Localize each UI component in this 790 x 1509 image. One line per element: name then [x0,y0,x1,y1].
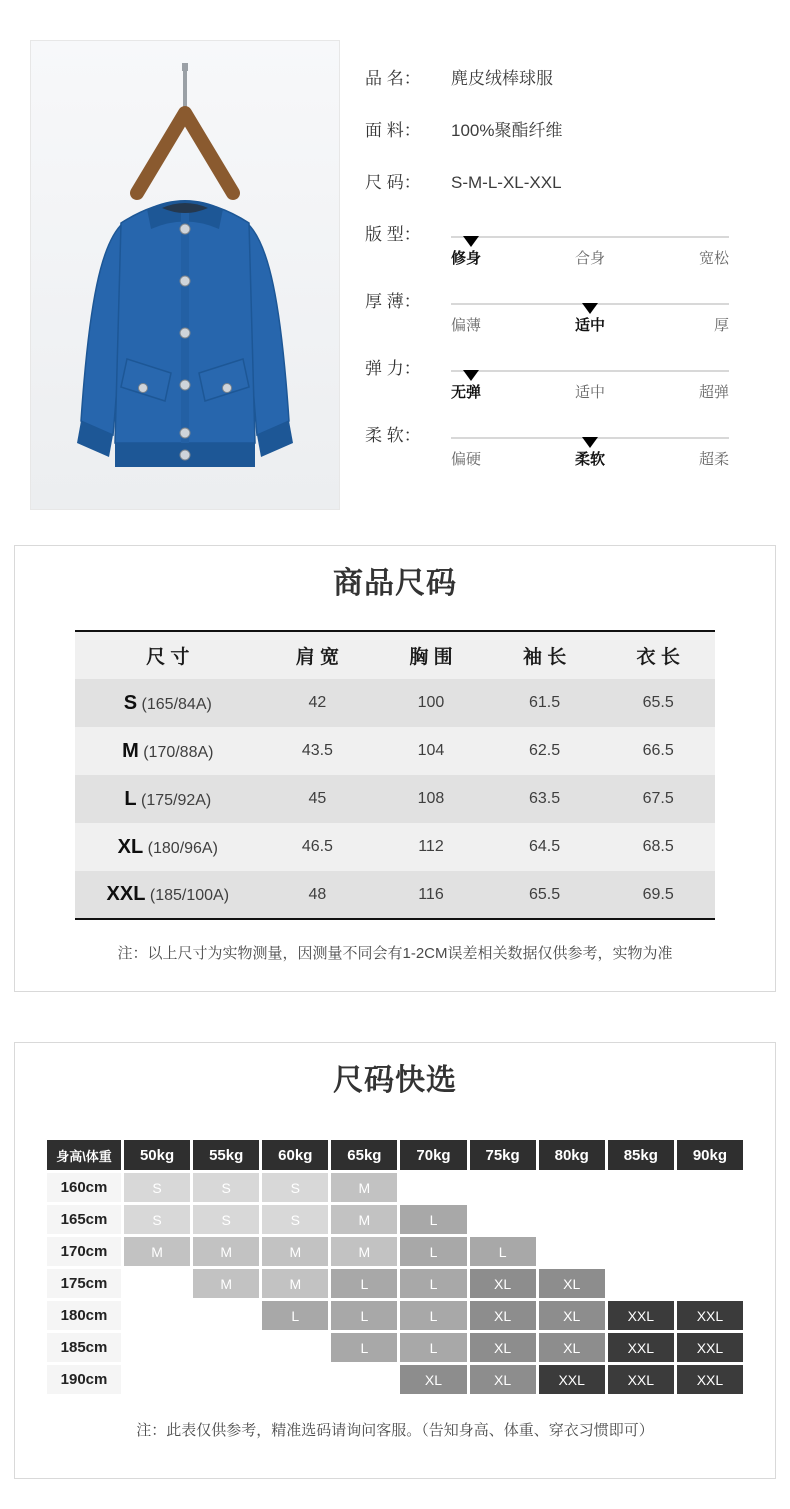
recommended-size-cell: L [400,1301,466,1330]
scale-indicator [451,427,729,471]
recommended-size-cell: XL [470,1333,536,1362]
recommended-size-cell: XXL [677,1365,743,1394]
recommended-size-cell: XXL [608,1333,674,1362]
recommended-size-cell: L [331,1269,397,1298]
size-letter: L [124,787,137,810]
height-cell: 190cm [47,1365,121,1394]
size-letter: M [122,739,139,762]
quick-select-row [47,1237,743,1266]
measurement-cell: 65.5 [488,871,602,919]
attribute-value: 100%聚酯纤维 [451,121,563,140]
attribute-value: 麂皮绒棒球服 [451,69,553,88]
size-column-header: 衣 长 [601,631,715,679]
scale-labels [451,317,729,334]
size-letter: XXL [106,883,146,905]
measurement-cell: 42 [261,679,375,727]
size-name-cell [75,679,261,727]
scale-indicator [451,360,729,404]
empty-cell [124,1333,190,1362]
recommended-size-cell: XXL [608,1365,674,1394]
product-scale-row [365,293,777,337]
size-spec: (165/84A) [137,695,212,713]
scale-option: 偏硬 [451,451,482,468]
empty-cell [331,1365,397,1394]
recommended-size-cell: L [400,1237,466,1266]
size-column-header: 胸 围 [374,631,488,679]
empty-cell [124,1269,190,1298]
empty-cell [608,1237,674,1266]
size-spec: (185/100A) [145,887,230,904]
empty-cell [124,1365,190,1394]
measurement-cell: 69.5 [601,871,715,919]
recommended-size-cell: M [331,1205,397,1234]
measurement-cell: 43.5 [261,727,375,775]
size-table-section [14,545,776,992]
measurement-cell: 62.5 [488,727,602,775]
attribute-label: 品 名： [365,69,421,88]
quick-select-table [44,1137,746,1397]
jacket-illustration [31,41,339,509]
recommended-size-cell: XL [470,1301,536,1330]
recommended-size-cell: M [193,1237,259,1266]
recommended-size-cell: L [470,1237,536,1266]
empty-cell [608,1173,674,1202]
size-name-cell [75,727,261,775]
height-cell: 175cm [47,1269,121,1298]
scale-line [451,370,729,372]
product-scale-list [365,226,777,471]
scale-marker-icon [463,370,479,381]
recommended-size-cell: S [124,1205,190,1234]
scale-marker-icon [582,303,598,314]
empty-cell [677,1173,743,1202]
height-weight-corner-cell: 身高\体重 [47,1140,121,1170]
size-table-row [75,775,715,823]
scale-indicator [451,226,729,270]
height-cell: 165cm [47,1205,121,1234]
size-letter: XL [117,835,144,858]
attribute-label: 版 型： [365,225,421,244]
quick-select-body [47,1173,743,1394]
measurement-cell: 46.5 [261,823,375,871]
scale-option: 适中 [574,317,606,334]
size-name-cell [75,775,261,823]
empty-cell [400,1173,466,1202]
measurement-cell: 63.5 [488,775,602,823]
recommended-size-cell: M [193,1269,259,1298]
quick-select-header-row [47,1140,743,1170]
scale-marker-icon [463,236,479,247]
recommended-size-cell: L [331,1301,397,1330]
scale-labels [451,451,729,468]
scale-labels [451,384,729,401]
scale-option: 合身 [574,250,606,267]
empty-cell [470,1173,536,1202]
empty-cell [262,1333,328,1362]
weight-column-header: 60kg [262,1140,328,1170]
empty-cell [677,1205,743,1234]
product-scale-row [365,427,777,471]
size-table-row [75,727,715,775]
height-cell: 160cm [47,1173,121,1202]
scale-option: 适中 [574,384,606,401]
scale-marker-icon [582,437,598,448]
recommended-size-cell: XXL [677,1333,743,1362]
quick-select-note: 注：此表仅供参考，精准选码请询问客服。（告知身高、体重、穿衣习惯即可） [136,1422,654,1439]
empty-cell [193,1301,259,1330]
scale-labels [451,250,729,267]
recommended-size-cell: M [331,1173,397,1202]
attribute-label: 面 料： [365,121,421,140]
size-name-cell [75,871,261,919]
empty-cell [539,1173,605,1202]
measurement-cell: 67.5 [601,775,715,823]
scale-option: 超弹 [698,384,729,401]
recommended-size-cell: XL [470,1365,536,1394]
size-table-body [75,679,715,919]
recommended-size-cell: XXL [608,1301,674,1330]
weight-column-header: 80kg [539,1140,605,1170]
height-cell: 185cm [47,1333,121,1362]
recommended-size-cell: XL [400,1365,466,1394]
product-image [30,40,340,510]
size-section-title: 商品尺码 [333,567,457,600]
product-scale-row [365,226,777,270]
product-scale-row [365,360,777,404]
product-attributes [365,70,777,494]
measurement-cell: 68.5 [601,823,715,871]
scale-line [451,236,729,238]
scale-option: 无弹 [451,384,482,401]
empty-cell [539,1237,605,1266]
empty-cell [262,1365,328,1394]
weight-column-header: 50kg [124,1140,190,1170]
empty-cell [193,1333,259,1362]
recommended-size-cell: S [193,1205,259,1234]
quick-select-row [47,1205,743,1234]
size-spec: (175/92A) [136,791,212,809]
recommended-size-cell: XL [539,1269,605,1298]
scale-option: 厚 [713,317,729,334]
weight-column-header: 65kg [331,1140,397,1170]
quick-select-row [47,1301,743,1330]
recommended-size-cell: L [400,1333,466,1362]
measurement-cell: 45 [261,775,375,823]
recommended-size-cell: XXL [677,1301,743,1330]
recommended-size-cell: S [262,1173,328,1202]
quick-select-section [14,1042,776,1479]
quick-select-row [47,1365,743,1394]
product-attribute-row [365,122,777,140]
quick-select-row [47,1333,743,1362]
measurement-cell: 48 [261,871,375,919]
quick-select-row [47,1173,743,1202]
measurement-cell: 104 [374,727,488,775]
recommended-size-cell: M [262,1237,328,1266]
recommended-size-cell: M [331,1237,397,1266]
size-table-row [75,679,715,727]
product-attribute-row [365,70,777,88]
empty-cell [193,1365,259,1394]
scale-indicator [451,293,729,337]
attribute-value: S-M-L-XL-XXL [451,173,562,192]
measurement-cell: 100 [374,679,488,727]
scale-option: 超柔 [698,451,729,468]
attribute-label: 厚 薄： [365,292,421,311]
height-cell: 180cm [47,1301,121,1330]
attribute-label: 弹 力： [365,359,421,378]
attribute-label: 尺 码： [365,173,421,192]
scale-option: 偏薄 [451,317,482,334]
size-spec: (180/96A) [143,839,218,857]
quick-select-row [47,1269,743,1298]
product-info-list [365,70,777,192]
product-overview-section [0,0,790,545]
recommended-size-cell: S [124,1173,190,1202]
weight-column-header: 75kg [470,1140,536,1170]
hanger-hook-icon [182,63,188,71]
size-column-header: 尺 寸 [75,631,261,679]
recommended-size-cell: L [400,1269,466,1298]
recommended-size-cell: XL [539,1333,605,1362]
weight-column-header: 90kg [677,1140,743,1170]
empty-cell [470,1205,536,1234]
recommended-size-cell: XL [470,1269,536,1298]
measurement-cell: 61.5 [488,679,602,727]
weight-column-header: 55kg [193,1140,259,1170]
recommended-size-cell: L [262,1301,328,1330]
measurement-cell: 108 [374,775,488,823]
scale-option: 修身 [451,250,482,267]
recommended-size-cell: S [262,1205,328,1234]
size-letter: S [123,691,138,714]
size-table-header-row [75,631,715,679]
size-column-header: 袖 长 [488,631,602,679]
size-table-row [75,823,715,871]
product-attribute-row [365,174,777,192]
empty-cell [677,1269,743,1298]
weight-column-header: 85kg [608,1140,674,1170]
size-table [75,630,715,920]
measurement-cell: 65.5 [601,679,715,727]
empty-cell [608,1205,674,1234]
empty-cell [608,1269,674,1298]
empty-cell [677,1237,743,1266]
measurement-cell: 112 [374,823,488,871]
recommended-size-cell: XL [539,1301,605,1330]
scale-option: 柔软 [574,451,606,468]
size-table-row [75,871,715,919]
empty-cell [124,1301,190,1330]
measurement-cell: 116 [374,871,488,919]
recommended-size-cell: L [331,1333,397,1362]
measurement-cell: 64.5 [488,823,602,871]
size-column-header: 肩 宽 [261,631,375,679]
size-spec: (170/88A) [138,743,214,761]
recommended-size-cell: XXL [539,1365,605,1394]
size-name-cell [75,823,261,871]
scale-option: 宽松 [698,250,729,267]
size-table-note: 注：以上尺寸为实物测量，因测量不同会有1-2CM误差相关数据仅供参考，实物为准 [117,945,673,962]
quick-select-title: 尺码快选 [333,1064,457,1097]
recommended-size-cell: S [193,1173,259,1202]
recommended-size-cell: M [262,1269,328,1298]
recommended-size-cell: L [400,1205,466,1234]
weight-column-header: 70kg [400,1140,466,1170]
height-cell: 170cm [47,1237,121,1266]
recommended-size-cell: M [124,1237,190,1266]
attribute-label: 柔 软： [365,426,421,445]
empty-cell [539,1205,605,1234]
measurement-cell: 66.5 [601,727,715,775]
